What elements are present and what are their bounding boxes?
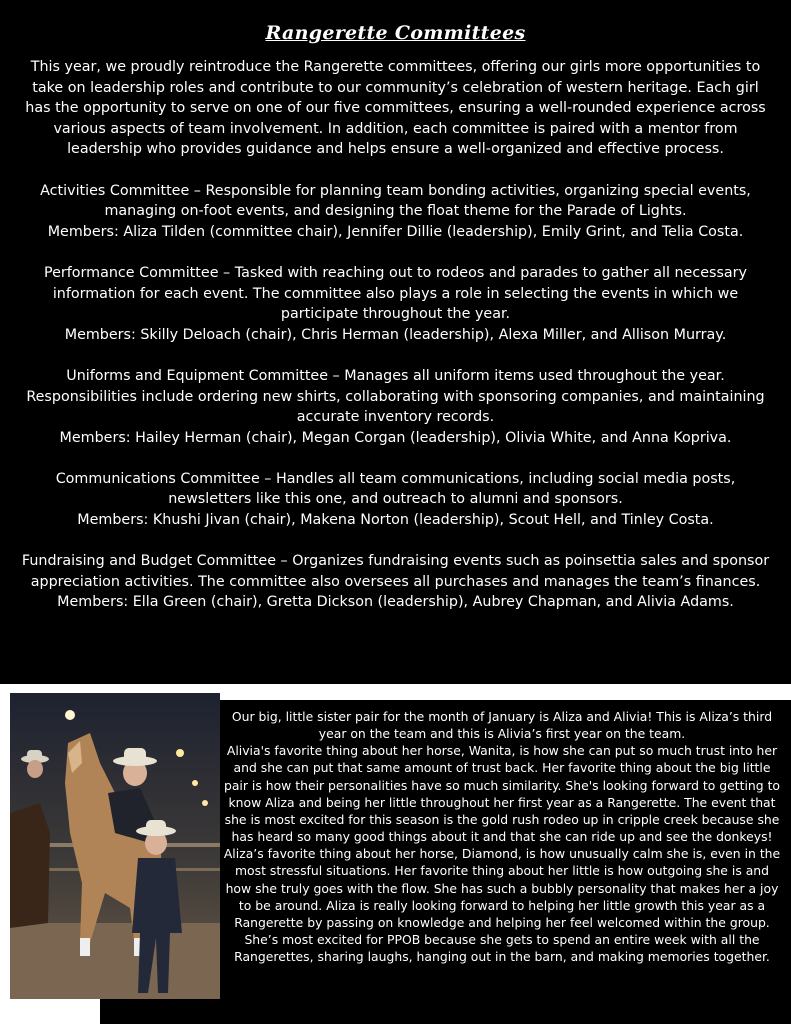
committee-fundraising-description: Fundraising and Budget Committee – Organizes fundraising events such as poinsettia sales and sponsor appreciation activities. The committee also oversees all purchases and manages the team’s finances. [21,553,770,590]
committee-activities-members: Members: Aliza Tilden (committee chair), Jennifer Dillie (leadership), Emily Grint, and Telia Costa. [47,223,744,240]
story-alivia: Alivia's favorite thing about her horse, Wanita, is how she can put so much trust into her and she can put that same amount of trust back. Her favorite thing about the big little pair is how their personalities have so much similarity. She's looking forward to getting to know Aliza and being her little throughout her first year as a Rangerette. The event that she is most excited for this season is the gold rush rodeo up in cripple creek because she has heard so many good things about it and that she can ride up and see the donkeys! [223,743,781,845]
story-aliza: Aliza’s favorite thing about her horse, Diamond, is how unusually calm she is, even in the most stressful situations. Her favorite thing about her little is how outgoing she is and how she truly goes with the flow. She has such a bubbly personality that makes her a joy to be around. Aliza is really looking forward to helping her little growth this year as a Rangerette by passing on knowledge and helping her feel welcomed within the group. She’s most excited for PPOB because she gets to spend an entire week with all the Rangerettes, sharing laughs, hanging out in the barn, and making memories together. [223,846,781,965]
committee-performance-members: Members: Skilly Deloach (chair), Chris Herman (leadership), Alexa Miller, and Allison Murray. [64,326,727,343]
intro-paragraph: This year, we proudly reintroduce the Rangerette committees, offering our girls more opportunities to take on leadership roles and contribute to our community’s celebration of western heritage. Each girl has the opportunity to serve on one of our five committees, ensuring a well-rounded experience across various aspects of team involvement. In addition, each committee is paired with a mentor from leadership who provides guidance and helps ensure a well-organized and effective process. [25,59,766,158]
committee-uniforms-description: Uniforms and Equipment Committee – Manages all uniform items used throughout the year. Responsibilities include ordering new shirts, collaborating with sponsoring companies, and maintaining accurate inventory records. [26,367,765,426]
big-little-photo [10,693,220,999]
big-little-story [222,708,782,965]
committee-performance-description: Performance Committee – Tasked with reaching out to rodeos and parades to gather all necessary information for each event. The committee also plays a role in selecting the events in which we participate throughout the year. [43,264,747,323]
committee-communications-description: Communications Committee – Handles all team communications, including social media posts, newsletters like this one, and outreach to alumni and sponsors. [55,470,736,508]
committee-communications-members: Members: Khushi Jivan (chair), Makena Norton (leadership), Scout Hell, and Tinley Costa. [77,512,714,529]
committee-activities-description: Activities Committee – Responsible for planning team bonding activities, organizing special events, managing on-foot events, and designing the float theme for the Parade of Lights. [40,182,751,220]
page-title: Rangerette Committees [265,22,526,44]
committees-body [20,57,771,613]
committee-fundraising-members: Members: Ella Green (chair), Gretta Dickson (leadership), Aubrey Chapman, and Alivia Adams. [57,594,734,611]
committee-uniforms-members: Members: Hailey Herman (chair), Megan Corgan (leadership), Olivia White, and Anna Kopriva. [59,429,732,446]
story-intro: Our big, little sister pair for the month of January is Aliza and Alivia! This is Aliza’s third year on the team and this is Alivia’s first year on the team. [231,709,773,742]
